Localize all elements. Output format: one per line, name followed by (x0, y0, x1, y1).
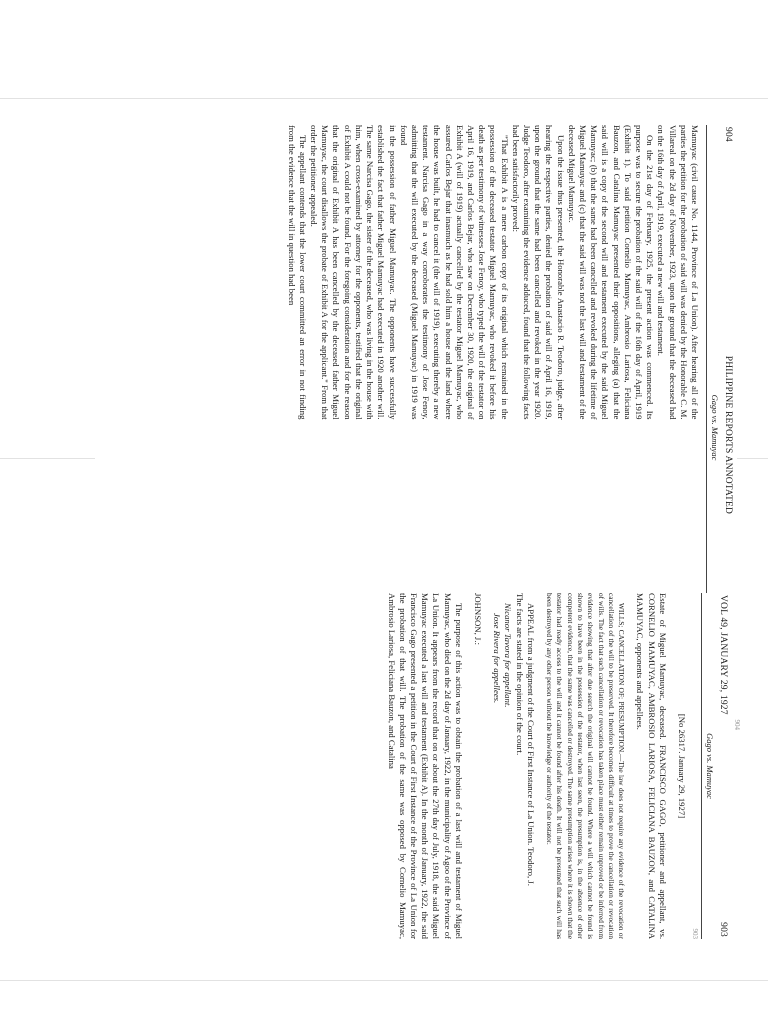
syllabus-text: WILLS; CANCELLATION OF; PRESUMPTION.—The law does not require any evidence of the revocation or cancellation of the will to be preserved. It therefore becomes difficult at times to prove the cancellation or revocation of wills. The fact that such cancellation or revocation has taken place must either remain unproved or be inferred from evidence showing that after due search the original will cannot be found. Where a will which cannot be found is shown to have been in the possession of the testator, when last seen, the presumption is, in the absence of other competent evidence, that the same was cancelled or destroyed. The same presumption arises where it is shown that the testator had ready access to the will and it cannot be found after his death. It will not be presumed that such will has been destroyed by any other person without the knowledge or authority of the testator. (545, 593, 627, 939)
syllabus (544, 593, 626, 939)
header-rule (701, 593, 702, 939)
counsel-appellant: Nicanor Tavora for appellant. (503, 603, 514, 708)
paragraph: Upon the issue thus presented, the Honorable Anastacio R. Teodoro, judge, after hearing the respective parties, denied the probation of said will of April 16, 1919, upon the ground that the same had been cancelled and revoked in the year 1920. Judge Teodoro, after examining the evidence adduced, found that the following facts had been satisfactorily proved: (510, 125, 566, 420)
page-number-mark: 904 (733, 719, 741, 730)
facts-line: The facts are stated in the opinion of the court. (514, 593, 525, 756)
paragraph: On the 21st day of February, 1925, the present action was commenced. Its purpose was to secure the probation of the said will of the 16th day of April, 1919 (Exhibit 1). To said petition Cornelio Mamuyac, Ambrosio Lariosa, Feliciana Bauzon, and Catalina Mamuyac presented their oppositions, alleging (a) that the said will is a copy of the second will and testament executed by the said Miguel Mamuyac; (b) that the same had been cancelled and revoked during the lifetime of Miguel Mamuyac and (c) that the said will was not the last will and testament of the deceased Miguel Mamuyac. (566, 125, 656, 420)
header-page-number: 904 (723, 127, 733, 142)
paragraph: The appellant contends that the lower court committed an error in not finding from the evidence that the will in question had been (286, 125, 308, 420)
paragraph: in the possession of father Miguel Mamuyac. The opponents have successfully established the fact that father Miguel Mamuyac had executed in 1920 another will. The same Narcisa Gago, the sister of the deceased, who was living in the house with him, when cross-examined by attorney for the opponents, testified that the original of Exhibit A could not be found. For the foregoing consideration and for the reason that the original of Exhibit A has been cancelled by the deceased father Miguel Mamuyac, the court disallows the probate of Exhibit A for the applicant." From that order the petitioner appealed. (309, 125, 398, 420)
paragraph: "That Exhibit A is a mere carbon copy of its original which remained in the possession of the deceased testator Miguel Mamuyac, who revoked it before his death as per testimony of witnesses Jose Fenoy, who typed the will of the testator on April 16, 1919, and Carlos Bejar, who saw on December 30, 1920, the original of Exhibit A (will of 1919) actually cancelled by the testator Miguel Mamuyac, who assured Carlos Bejar that inasmuch as he had sold him a house and the land where the house was built, he had to cancel it (the will of 1919), executing thereby a new testament. Narcisa Gago in a way corroborates the testimony of Jose Fenoy, admitting that the will executed by the deceased (Miguel Mamuyac) in 1919 was found (398, 125, 510, 420)
judge-line: JOHNSON, J.: (473, 593, 483, 645)
header-page-number: 903 (718, 922, 728, 937)
counsel-appellees: Jose Rivera for appellees. (492, 613, 503, 704)
paragraph: Mamuyac (civil cause No. 1144, Province of La Union). After hearing all of the parties the petition for the probation of said will was denied by the Honorable C. M. Villareal on the 2d day of November, 1923, upon the ground that the deceased had on the 16th day of April, 1919, executed a new will and testament. (656, 125, 700, 420)
header-title: PHILIPPINE REPORTS ANNOTATED (723, 355, 733, 515)
appeal-line: APPEAL from a judgment of the Court of First Instance of La Union. Teodoro, J. (525, 603, 536, 886)
page-divider-top (0, 98, 768, 99)
page-903-body (385, 593, 687, 939)
running-subheader: Gago vs. Mamuyac (710, 394, 720, 461)
header-volume-date: VOL 49, JANUARY 29, 1927 (718, 595, 728, 715)
running-header (718, 593, 730, 939)
page-903 (95, 593, 730, 939)
page-divider-bottom (0, 980, 768, 981)
page-number-mark: 903 (691, 928, 699, 939)
opinion-paragraph: The purpose of this action was to obtain the probation of a last will and testament of Miguel Mamuyac, who died on the 2d day of January, 1922, in the municipality of Agoo of the Province of La Union. It appears from the record that on or about the 27th day of July, 1918, the said Miguel Mamuyac executed a last will and testament (Exhibit A). In the month of January, 1922, the said Francisco Gago presented a petition in the Court of First Instance of the Province of La Union for the probation of that will. The probation of the same was opposed by Cornelio Mamuyac, Ambrosio Lariosa, Feliciana Bauzon, and Catalina (386, 593, 464, 939)
running-subheader: Gago vs. Mamuyac (705, 733, 715, 799)
case-caption: Estate of Miguel Mamuyac, deceased. FRANCISCO GAGO, petitioner and appellant, vs. CORNELIO MAMUYAC, AMBROSIO LARIOSA, FELICIANA BAUZON, and CATALINA MAMUYAC, opponents and appellees. (635, 593, 668, 939)
case-number: [No 26317. January 29, 1927] (677, 713, 687, 819)
page-903-content (95, 593, 730, 939)
